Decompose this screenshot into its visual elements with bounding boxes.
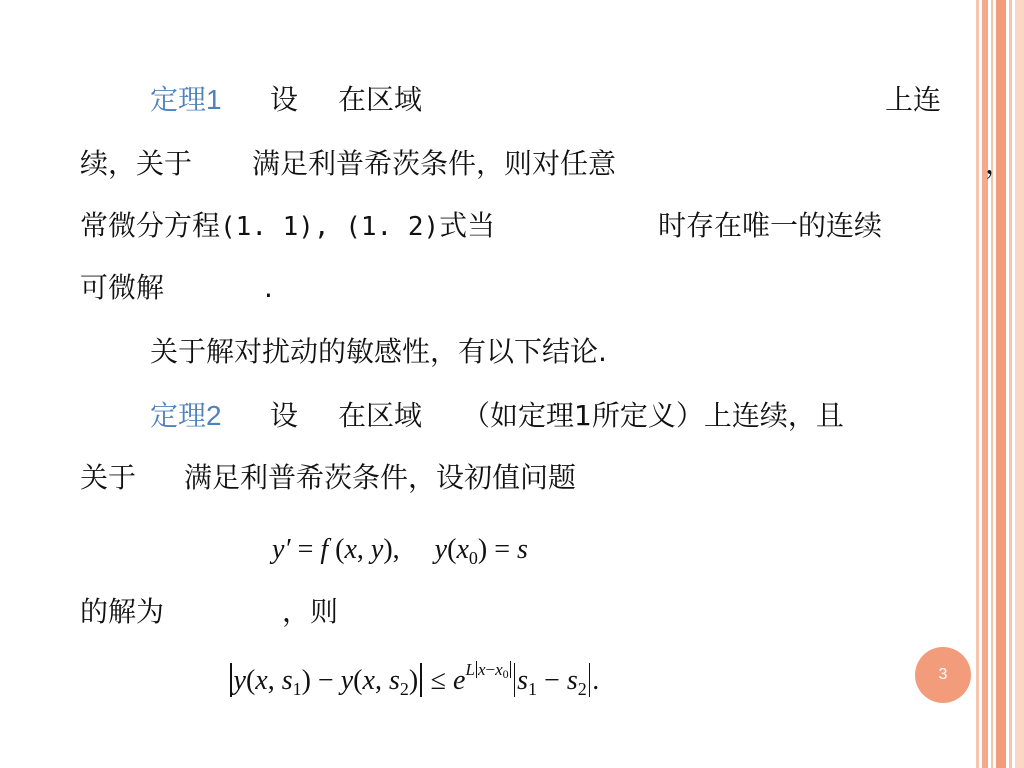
theorem1-line3-a: 常微分方程: [80, 209, 221, 242]
equation-ref: (1. 1), (1. 2): [220, 212, 440, 242]
decor-stripe: [991, 0, 993, 768]
theorem2-line2-b: 满足利普希茨条件，设初值问题: [184, 461, 577, 494]
theorem2-text-cont: （如定理1所定义）上连续，且: [462, 399, 844, 432]
decor-stripe: [1015, 0, 1024, 768]
decor-stripe: [982, 0, 988, 768]
theorem1-title: 定理1: [150, 84, 222, 115]
decor-stripe: [976, 0, 979, 768]
page-number-badge: [915, 647, 971, 703]
intro-sentence: 关于解对扰动的敏感性，有以下结论.: [150, 335, 607, 368]
theorem1-line3: [80, 210, 495, 243]
initial-value-equation: y′ = f (x, y), $y(x_0) = s$: [272, 534, 528, 568]
decor-stripe: [1009, 0, 1012, 768]
theorem2-text-region: 在区域: [338, 399, 423, 432]
theorem1-line4-b: .: [264, 271, 273, 304]
theorem1-line2-b: 满足利普希茨条件，则对任意: [252, 147, 617, 180]
theorem1-text-region: 在区域: [338, 83, 423, 116]
theorem1-line3-d: 时存在唯一的连续: [658, 209, 883, 242]
theorem1-label: [150, 84, 222, 116]
solution-line-b: ，则: [282, 595, 339, 628]
theorem1-line4-a: 可微解: [80, 271, 165, 304]
theorem2-label: [150, 400, 222, 432]
theorem2-line2-a: 关于: [80, 461, 137, 494]
theorem2-text-she: 设: [270, 399, 299, 432]
theorem2-title: 定理2: [150, 400, 222, 431]
theorem1-line2-c: ，: [985, 147, 1014, 180]
theorem1-line2-a: 续，关于: [80, 147, 193, 180]
page-number: 3: [938, 666, 948, 683]
decor-stripe: [996, 0, 1006, 768]
theorem1-text-she: 设: [270, 83, 299, 116]
theorem1-text-cont: 上连: [885, 83, 942, 116]
theorem1-line3-c: 式当: [439, 209, 496, 242]
sensitivity-inequality: y(x, $s_1) - y(x$, $s_2) \le e^{L x-x_0}$ $s_1 - s_2$ .: [228, 660, 599, 700]
solution-line-a: 的解为: [80, 595, 165, 628]
